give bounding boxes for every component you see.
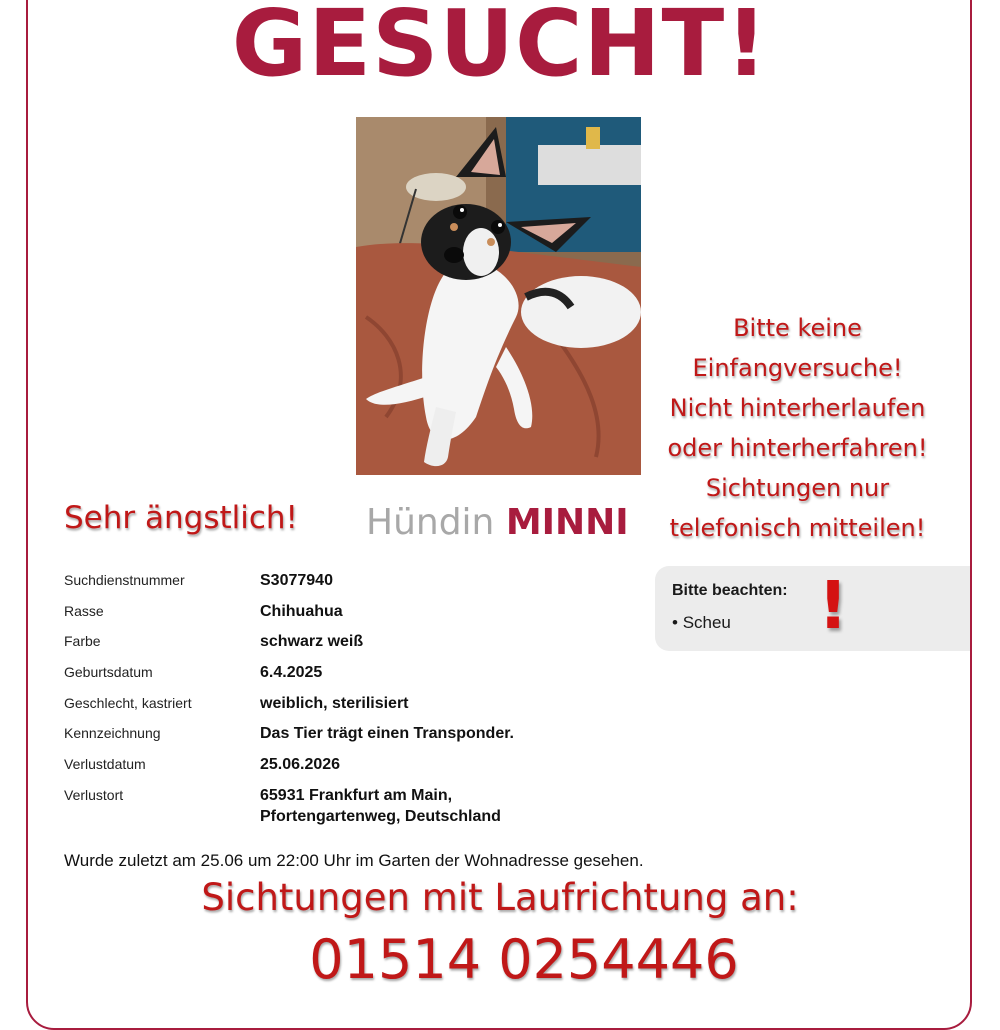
warning-line: telefonisch mitteilen! [669,514,926,542]
detail-value: S3077940 [260,572,333,589]
poster-headline: GESUCHT! [231,0,769,97]
last-seen-text: Wurde zuletzt am 25.06 um 22:00 Uhr im Garten der Wohnadresse gesehen. [64,851,644,870]
detail-row [64,754,624,785]
detail-value: Chihuahua [260,602,343,620]
dog-gender-label: Hündin [366,502,495,543]
detail-value: weiblich, sterilisiert [260,694,409,712]
chihuahua-illustration [356,117,641,475]
notes-title: Bitte beachten: [672,582,788,599]
detail-row [64,723,624,754]
detail-row [64,693,624,724]
dog-name-heading [366,502,629,543]
detail-label: Verlustort [64,786,124,803]
detail-row [64,785,624,837]
warning-line: Nicht hinterherlaufen [669,394,926,422]
notes-item: • Scheu [672,613,731,632]
detail-value-multiline [260,785,501,827]
detail-label: Geschlecht, kastriert [64,694,192,711]
detail-label: Kennzeichnung [64,725,161,742]
detail-row [64,601,624,632]
no-capture-warning [645,308,950,548]
detail-value: 6.4.2025 [260,664,323,682]
details-table [64,570,624,837]
anxious-note: Sehr ängstlich! [64,500,298,536]
notes-item-text: Scheu [682,613,731,632]
dog-photo [356,117,641,475]
detail-label: Verlustdatum [64,756,146,773]
detail-label: Suchdienstnummer [64,572,185,588]
location-line: 65931 Frankfurt am Main, [260,786,453,804]
notes-box [655,566,970,651]
detail-row [64,631,624,662]
dog-name: MINNI [505,502,629,543]
detail-value: Das Tier trägt einen Transponder. [260,725,514,743]
detail-label: Rasse [64,602,104,619]
warning-line: oder hinterherfahren! [667,434,928,462]
detail-row [64,570,624,601]
detail-label: Geburtsdatum [64,664,153,681]
warning-line: Einfangversuche! [692,354,903,382]
detail-row [64,662,624,693]
contact-phone: 01514 0254446 [309,928,739,991]
exclamation-icon: ! [818,567,849,644]
location-line: Pfortengartenweg, Deutschland [260,807,501,825]
warning-line: Sichtungen nur [705,474,890,502]
warning-line: Bitte keine [733,314,862,342]
detail-value: schwarz weiß [260,633,364,651]
sightings-label: Sichtungen mit Laufrichtung an: [201,876,799,919]
detail-value: 25.06.2026 [260,756,341,774]
detail-label: Farbe [64,633,101,650]
